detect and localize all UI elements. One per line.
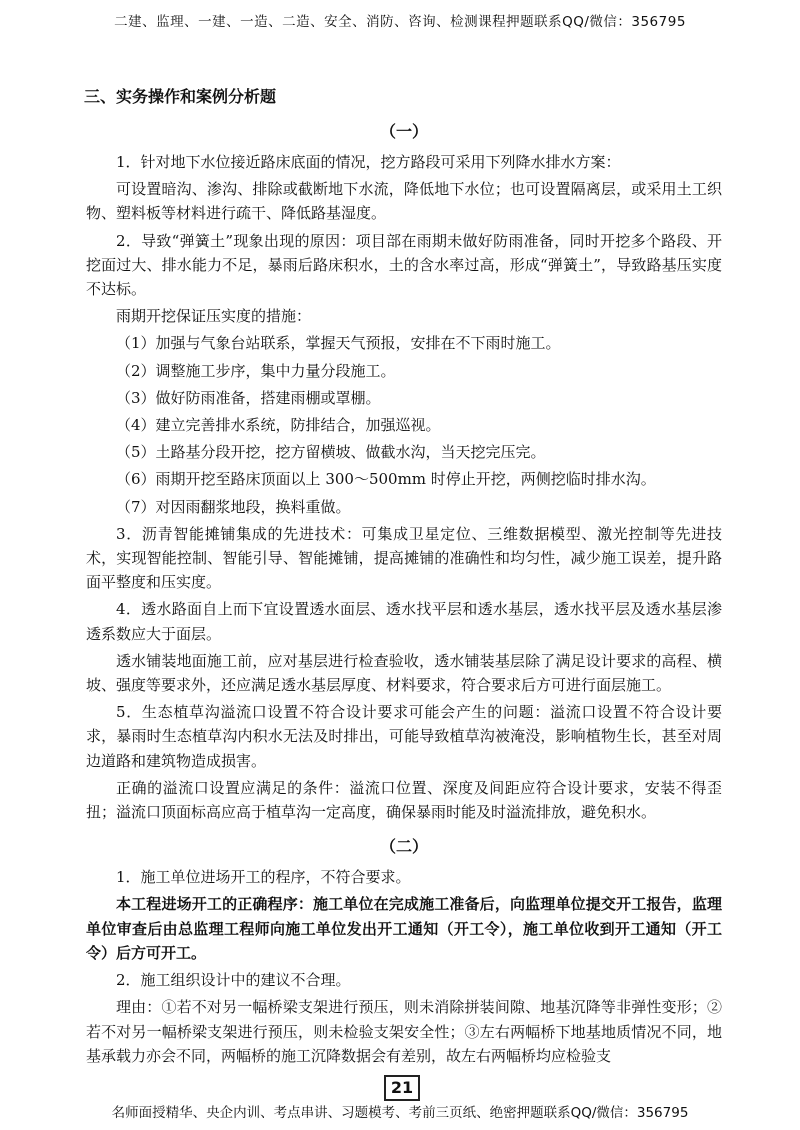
q4-extra-paragraph: 透水铺装地面施工前，应对基层进行检查验收，透水铺装基层除了满足设计要求的高程、横坡、强度等要求外，还应满足透水基层厚度、材料要求，符合要求后方可进行面层施工。 [86, 651, 722, 695]
q2-paragraph: 2．导致“弹簧土”现象出现的原因：项目部在雨期未做好防雨准备，同时开挖多个路段、开挖面过大、排水能力不足，暴雨后路床积水，土的含水率过高，形成“弹簧土”，导致路基压实度不达标。 [86, 231, 722, 299]
q1-answer-paragraph: 可设置暗沟、渗沟、排除或截断地下水流，降低地下水位；也可设置隔离层，或采用土工织物、塑料板等材料进行疏干、降低路基湿度。 [86, 180, 722, 223]
q5-paragraph: 5．生态植草沟溢流口设置不符合设计要求可能会产生的问题：溢流口设置不符合设计要求，暴雨时生态植草沟内积水无法及时排出，可能导致植草沟被淹没，影响植物生长，甚至对周边道路和建筑物造成损害。 [86, 703, 722, 770]
q3-paragraph: 3．沥青智能摊铺集成的先进技术：可集成卫星定位、三维数据模型、激光控制等先进技术，实现智能控制、智能引导、智能摊铺，提高摊铺的准确性和均匀性，减少施工误差，提升路面平整度和压实度。 [86, 524, 722, 592]
measure-item: （6）雨期开挖至路床顶面以上 300～500mm 时停止开挖，两侧挖临时排水沟。 [116, 470, 656, 489]
p2-q1-extra-paragraph: 本工程进场开工的正确程序：施工单位在完成施工准备后，向监理单位提交开工报告，监理单位审查后由总监理工程师向施工单位发出开工通知（开工令），施工单位收到开工通知（开工令）后方可开工。 [86, 895, 722, 962]
part-2-heading: （二） [379, 837, 428, 857]
document-body [86, 84, 722, 1071]
measure-item: （3）做好防雨准备，搭建雨棚或罩棚。 [116, 388, 381, 407]
q4-paragraph: 4．透水路面自上而下宜设置透水面层、透水找平层和透水基层，透水找平层及透水基层渗透系数应大于面层。 [86, 600, 722, 643]
p2-q2-paragraph: 2．施工组织设计中的建议不合理。 [116, 971, 351, 990]
section-title: 三、实务操作和案例分析题 [84, 87, 277, 106]
q1-paragraph: 1．针对地下水位接近路床底面的情况，挖方路段可采用下列降水排水方案： [116, 153, 621, 171]
q5-extra-paragraph: 正确的溢流口设置应满足的条件：溢流口位置、深度及间距应符合设计要求，安装不得歪扭；溢流口顶面标高应高于植草沟一定高度，确保暴雨时能及时溢流排放，避免积水。 [86, 778, 722, 822]
p2-q1-paragraph: 1．施工单位进场开工的程序，不符合要求。 [116, 868, 411, 887]
measure-item: （5）土路基分段开挖，挖方留横坡、做截水沟，当天挖完压完。 [116, 443, 546, 462]
p2-q2-reason-paragraph: 理由：①若不对另一幅桥梁支架进行预压，则未消除拼装间隙、地基沉降等非弹性变形；②若不对另一幅桥梁支架进行预压，则未检验支架安全性；③左右两幅桥下地基地质情况不同，地基承载力亦会不同，两幅桥的施工沉降数据会有差别，故左右两幅桥均应检验支 [86, 998, 722, 1065]
page-number: 21 [384, 1075, 420, 1101]
measure-item: （1）加强与气象台站联系，掌握天气预报，安排在不下雨时施工。 [116, 334, 561, 353]
part-1-heading: （一） [379, 122, 428, 141]
q2-measures-title: 雨期开挖保证压实度的措施： [116, 307, 312, 326]
measure-item: （2）调整施工步序，集中力量分段施工。 [116, 361, 396, 380]
footer-banner: 名师面授精华、央企内训、考点串讲、习题模考、考前三页纸、绝密押题联系QQ/微信：356795 [111, 1105, 689, 1121]
measure-item: （7）对因雨翻浆地段，换料重做。 [116, 497, 351, 516]
header-banner: 二建、监理、一建、一造、二造、安全、消防、咨询、检测课程押题联系QQ/微信：356795 [114, 14, 686, 30]
measure-item: （4）建立完善排水系统，防排结合，加强巡视。 [116, 416, 441, 435]
